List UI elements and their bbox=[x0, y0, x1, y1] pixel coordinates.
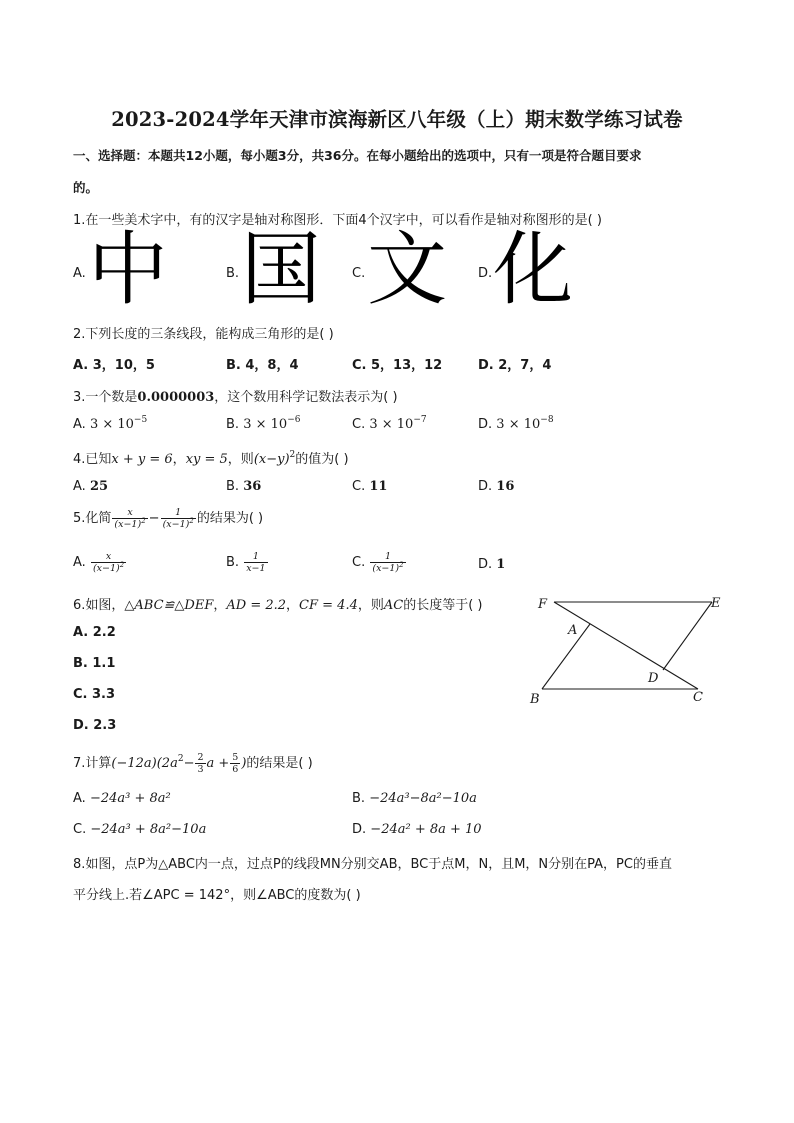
q7-expr-b: − bbox=[183, 756, 195, 771]
q6-congruence: △ABC≌△DEF bbox=[124, 598, 214, 613]
q5-option-d bbox=[478, 557, 505, 572]
q5-fraction-2 bbox=[161, 507, 196, 530]
q4-exp: 2 bbox=[289, 450, 296, 460]
q4-option-a bbox=[73, 479, 108, 494]
q6-ac: AC bbox=[383, 598, 404, 613]
q3-number: 0.0000003 bbox=[137, 390, 215, 405]
q5-option-c bbox=[352, 551, 407, 574]
q3-option-b-exp: −6 bbox=[287, 415, 301, 425]
question-1-stem: 1.在一些美术字中，有的汉字是轴对称图形．下面4个汉字中，可以看作是轴对称图形的是( ) bbox=[73, 213, 602, 228]
q5-fraction-1 bbox=[112, 507, 147, 530]
q4-option-b-value: 36 bbox=[243, 479, 262, 494]
q6-option-b: B. 1.1 bbox=[73, 656, 116, 671]
q2-option-a: A. 3，10，5 bbox=[73, 358, 155, 373]
q4-expr: (x−y) bbox=[253, 452, 290, 467]
q5-f1-den-text: (x−1) bbox=[114, 519, 142, 530]
q7-option-d-label: D. bbox=[352, 822, 367, 837]
q5-option-b-num: 1 bbox=[252, 551, 259, 562]
q7-option-b-text: −24a³−8a²−10a bbox=[369, 791, 477, 806]
q7-option-a bbox=[73, 791, 171, 806]
question-4-stem bbox=[73, 448, 349, 467]
q5-option-c-sq: 2 bbox=[399, 561, 404, 569]
question-8-stem-line1: 8.如图，点P为△ABC内一点，过点P的线段MN分别交AB，BC于点M，N，且M，N分别在PA，PC的垂直 bbox=[73, 857, 672, 872]
q1-option-d-label: D. bbox=[478, 266, 493, 281]
label-e: E bbox=[711, 596, 721, 611]
question-7-stem bbox=[73, 752, 313, 775]
q4-sep: ， bbox=[172, 452, 186, 467]
q5-option-a-label: A. bbox=[73, 555, 86, 570]
q3-option-c-label: C. bbox=[352, 417, 366, 432]
q3-option-a-base: 3 × 10 bbox=[89, 417, 134, 432]
q4-stem-c: 的值为( ) bbox=[295, 452, 349, 467]
q4-option-d bbox=[478, 479, 514, 494]
q1-option-c-label: C. bbox=[352, 266, 366, 281]
q3-option-a bbox=[73, 417, 147, 432]
question-5-stem bbox=[73, 507, 263, 530]
q3-option-a-label: A. bbox=[73, 417, 86, 432]
q7-exp: 2 bbox=[177, 754, 184, 764]
q3-option-a-exp: −5 bbox=[133, 415, 148, 425]
q5-option-c-label: C. bbox=[352, 555, 366, 570]
q7-stem-b: 的结果是( ) bbox=[246, 756, 313, 771]
q7-option-b-label: B. bbox=[352, 791, 366, 806]
q7-fraction-1 bbox=[195, 752, 205, 775]
q1-option-d-char: 化 bbox=[493, 223, 573, 316]
q1-option-b-label: B. bbox=[226, 266, 240, 281]
q3-stem-a: 3.一个数是 bbox=[73, 390, 138, 405]
q7-option-d-text: −24a² + 8a + 10 bbox=[370, 822, 482, 837]
q4-option-c-label: C. bbox=[352, 479, 366, 494]
q7-expr-c: a + bbox=[206, 756, 230, 771]
q6-sep2: ， bbox=[286, 598, 300, 613]
q3-stem-b: ，这个数用科学记数法表示为( ) bbox=[214, 390, 398, 405]
q5-option-a-frac bbox=[91, 551, 126, 574]
q7-option-a-text: −24a³ + 8a² bbox=[89, 791, 171, 806]
q4-option-a-value: 25 bbox=[89, 479, 109, 494]
q7-expr-d: ) bbox=[241, 756, 247, 771]
question-2-stem: 2.下列长度的三条线段，能构成三角形的是( ) bbox=[73, 327, 334, 342]
q5-option-b bbox=[226, 551, 269, 574]
q3-option-c-exp: −7 bbox=[413, 415, 427, 425]
q1-option-b-char: 国 bbox=[241, 223, 321, 316]
q5-option-a-num: x bbox=[105, 551, 112, 562]
q3-option-c-base: 3 × 10 bbox=[369, 417, 414, 432]
q5-f1-den bbox=[112, 518, 147, 530]
q2-option-d: D. 2，7，4 bbox=[478, 358, 552, 373]
q2-option-c: C. 5，13，12 bbox=[352, 358, 443, 373]
q5-f2-sq: 2 bbox=[189, 517, 194, 525]
q6-ad: AD = 2.2 bbox=[226, 598, 287, 613]
q3-option-b bbox=[226, 417, 300, 432]
question-8-stem-line2: 平分线上.若∠APC = 142°，则∠ABC的度数为( ) bbox=[73, 888, 361, 903]
q6-option-a: A. 2.2 bbox=[73, 625, 116, 640]
q5-option-d-label: D. bbox=[478, 557, 493, 572]
q5-option-d-value: 1 bbox=[496, 557, 506, 572]
q7-option-c-text: −24a³ + 8a²−10a bbox=[90, 822, 207, 837]
q6-geometry-figure bbox=[520, 590, 730, 710]
q3-option-d-base: 3 × 10 bbox=[496, 417, 541, 432]
question-6-stem bbox=[73, 594, 483, 613]
q3-option-d-exp: −8 bbox=[540, 415, 554, 425]
q5-option-c-den bbox=[370, 562, 405, 574]
q3-option-c bbox=[352, 417, 427, 432]
q5-minus: − bbox=[148, 511, 160, 526]
q1-option-c-char: 文 bbox=[367, 223, 447, 316]
q4-option-c bbox=[352, 479, 387, 494]
q5-stem-b: 的结果为( ) bbox=[196, 511, 264, 526]
q6-option-d: D. 2.3 bbox=[73, 718, 117, 733]
q7-option-d bbox=[352, 822, 482, 837]
label-f: F bbox=[538, 597, 548, 612]
q4-eq2: xy = 5 bbox=[185, 452, 228, 467]
q6-stem-b: ，则 bbox=[357, 598, 384, 613]
q7-frac1-den: 3 bbox=[197, 764, 204, 775]
q7-stem-a: 7.计算 bbox=[73, 756, 112, 771]
q5-option-a-sq: 2 bbox=[119, 561, 125, 569]
q6-stem-c: 的长度等于( ) bbox=[403, 598, 483, 613]
q1-option-a-char: 中 bbox=[88, 223, 168, 316]
q3-option-b-label: B. bbox=[226, 417, 240, 432]
q4-option-b-label: B. bbox=[226, 479, 240, 494]
q4-option-d-label: D. bbox=[478, 479, 493, 494]
q7-expr-a: (−12a)(2a bbox=[111, 756, 178, 771]
q5-stem-a: 5.化简 bbox=[73, 511, 112, 526]
segment-fc bbox=[554, 602, 698, 689]
label-b: B bbox=[530, 692, 540, 707]
q5-option-c-frac bbox=[370, 551, 405, 574]
label-a: A bbox=[568, 623, 578, 638]
q7-frac2-num: 5 bbox=[232, 752, 239, 763]
q5-option-c-num: 1 bbox=[384, 551, 391, 562]
q3-option-b-base: 3 × 10 bbox=[243, 417, 288, 432]
q3-option-d-label: D. bbox=[478, 417, 493, 432]
q7-fraction-2 bbox=[230, 752, 240, 775]
q4-option-a-label: A. bbox=[73, 479, 86, 494]
q7-option-c bbox=[73, 822, 206, 837]
label-d: D bbox=[648, 671, 659, 686]
q5-option-a-den bbox=[91, 562, 126, 574]
q3-option-d bbox=[478, 417, 554, 432]
q5-f2-den-text: (x−1) bbox=[162, 519, 190, 530]
q4-eq1: x + y = 6 bbox=[111, 452, 173, 467]
q5-option-c-den-text: (x−1) bbox=[372, 563, 400, 574]
q5-f1-sq: 2 bbox=[141, 517, 146, 525]
q6-cf: CF = 4.4 bbox=[299, 598, 358, 613]
q2-option-b: B. 4，8，4 bbox=[226, 358, 299, 373]
q5-f1-num: x bbox=[127, 507, 133, 518]
section-instructions-line2: 的。 bbox=[73, 180, 99, 195]
section-instructions-line1: 一、选择题：本题共12小题，每小题3分，共36分。在每小题给出的选项中，只有一项是符合题目要求 bbox=[73, 148, 642, 163]
q4-option-c-value: 11 bbox=[369, 479, 388, 494]
q5-option-a bbox=[73, 551, 127, 574]
q4-option-d-value: 16 bbox=[496, 479, 515, 494]
q5-option-b-label: B. bbox=[226, 555, 240, 570]
question-3-stem bbox=[73, 386, 398, 405]
segment-ed bbox=[663, 602, 712, 670]
q5-option-b-frac bbox=[244, 551, 267, 574]
q4-stem-a: 4.已知 bbox=[73, 452, 112, 467]
q6-option-c: C. 3.3 bbox=[73, 687, 116, 702]
q6-stem-a: 6.如图， bbox=[73, 598, 125, 613]
q5-option-a-den-text: (x−1) bbox=[92, 563, 120, 574]
q4-stem-b: ，则 bbox=[227, 452, 254, 467]
q7-option-b bbox=[352, 791, 477, 806]
q7-frac2-den: 6 bbox=[232, 764, 239, 775]
q1-option-a-label: A. bbox=[73, 266, 86, 281]
label-c: C bbox=[693, 690, 703, 705]
q7-option-a-label: A. bbox=[73, 791, 86, 806]
segment-ba bbox=[542, 624, 590, 689]
q7-option-c-label: C. bbox=[73, 822, 87, 837]
q7-frac1-num: 2 bbox=[197, 752, 204, 763]
page-title: 2023-2024学年天津市滨海新区八年级（上）期末数学练习试卷 bbox=[111, 108, 683, 131]
q5-option-b-den: x−1 bbox=[246, 563, 266, 574]
q4-option-b bbox=[226, 479, 261, 494]
q6-sep1: ， bbox=[213, 598, 227, 613]
q5-f2-den bbox=[161, 518, 196, 530]
q5-f2-num: 1 bbox=[175, 507, 182, 518]
